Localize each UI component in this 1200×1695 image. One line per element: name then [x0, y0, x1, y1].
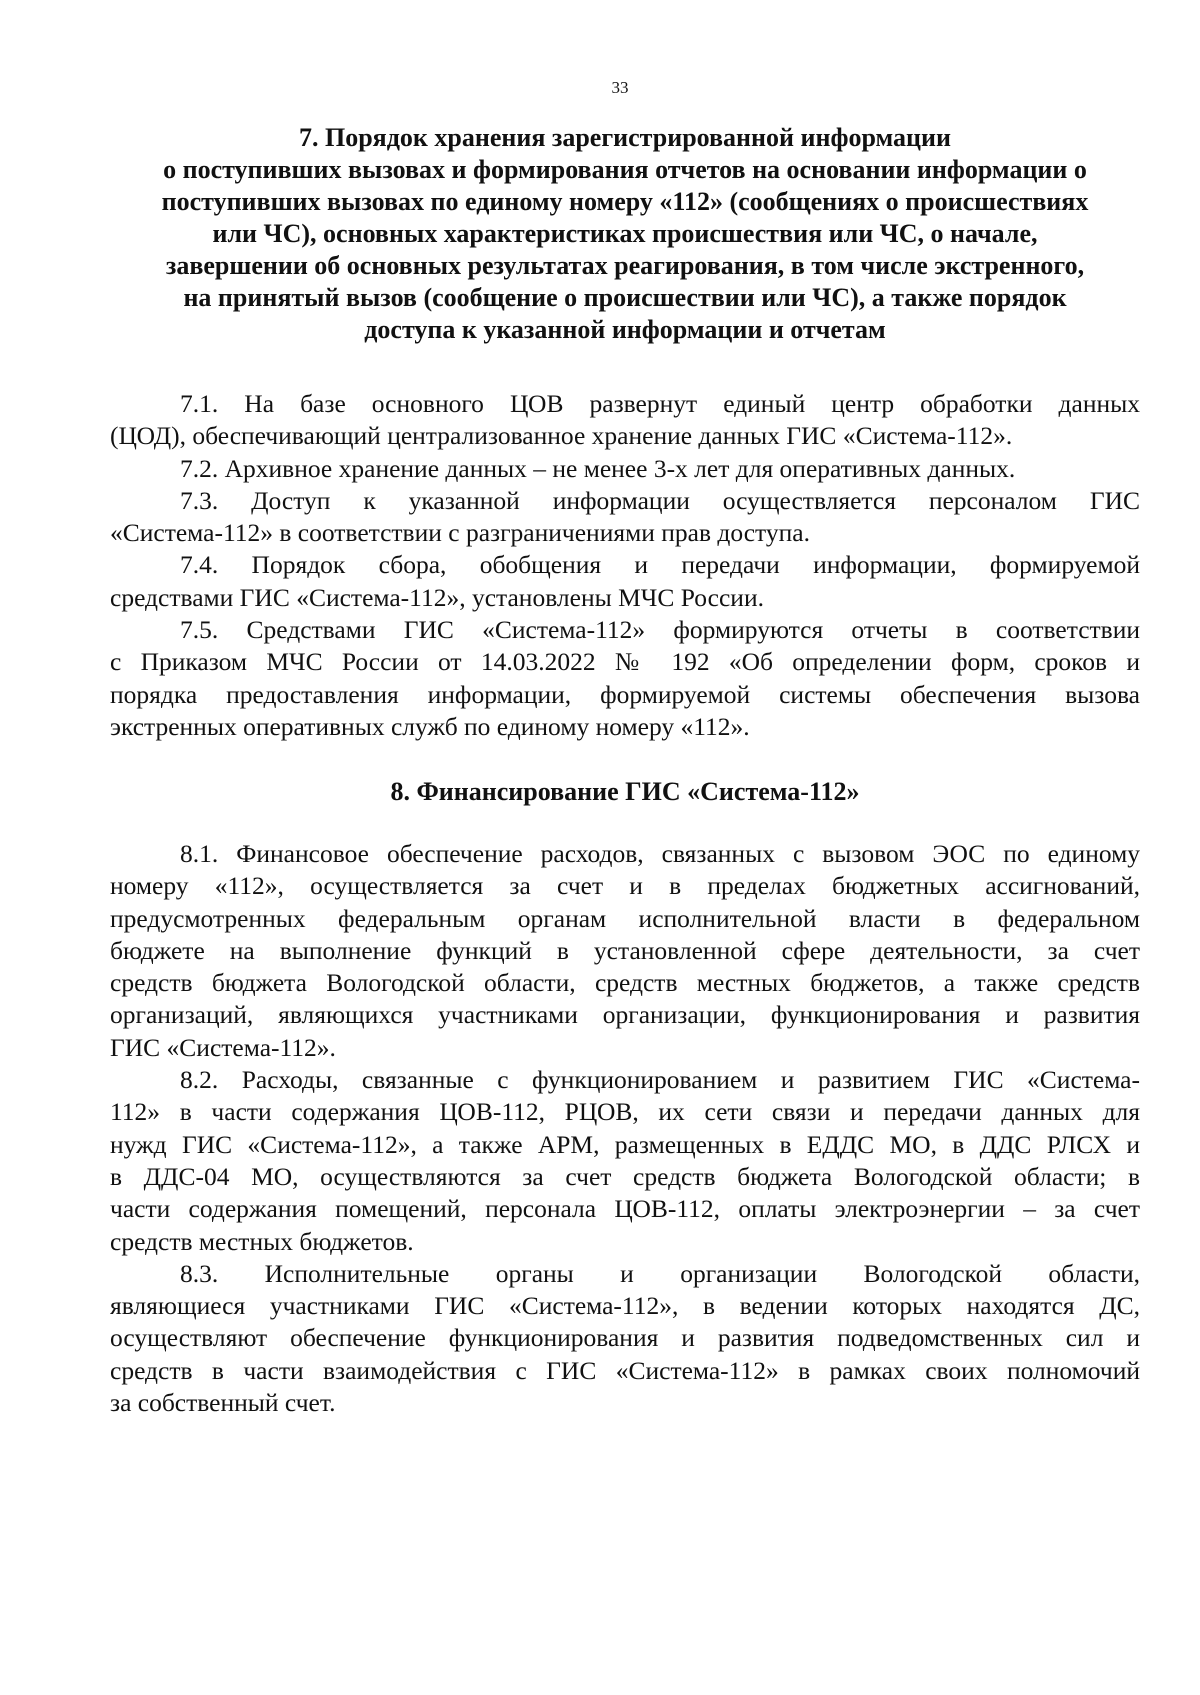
- paragraph-7-5: [110, 614, 1140, 743]
- section-7-heading-line: поступивших вызовах по единому номеру «112» (сообщениях о происшествиях: [161, 187, 1089, 216]
- paragraph-line: средств в части взаимодействия с ГИС «Система-112» в рамках своих полномочий: [110, 1355, 1140, 1385]
- paragraph-line: экстренных оперативных служб по единому номеру «112».: [110, 711, 750, 741]
- paragraph-7-2: [110, 453, 1140, 485]
- paragraph-line: 8.1. Финансовое обеспечение расходов, связанных с вызовом ЭОС по единому: [180, 839, 1140, 868]
- paragraph-line: 7.1. На базе основного ЦОВ развернут единый центр обработки данных: [180, 389, 1140, 418]
- section-7-heading-line: завершении об основных результатах реагирования, в том числе экстренного,: [165, 251, 1085, 280]
- paragraph-line: в ДДС-04 МО, осуществляются за счет средств бюджета Вологодской области; в: [110, 1161, 1140, 1191]
- paragraph-line: (ЦОД), обеспечивающий централизованное хранение данных ГИС «Система-112».: [110, 421, 1013, 451]
- paragraph-line: являющиеся участниками ГИС «Система-112», в ведении которых находятся ДС,: [110, 1291, 1140, 1321]
- section-8-heading-text: 8. Финансирование ГИС «Система-112»: [390, 777, 860, 806]
- paragraph-line: 7.5. Средствами ГИС «Система-112» формируются отчеты в соответствии: [180, 615, 1140, 645]
- paragraph-line: с Приказом МЧС России от 14.03.2022 № 192 «Об определении форм, сроков и: [110, 647, 1140, 677]
- section-7-heading-line: на принятый вызов (сообщение о происшествии или ЧС), а также порядок: [183, 283, 1067, 312]
- paragraph-7-3: [110, 485, 1140, 550]
- paragraph-line: предусмотренных федеральным органам исполнительной власти в федеральном: [110, 903, 1140, 933]
- section-7-heading: [110, 122, 1140, 346]
- section-7-heading-line: доступа к указанной информации и отчетам: [364, 315, 886, 344]
- paragraph-line: ГИС «Система-112».: [110, 1032, 336, 1062]
- paragraph-7-4: [110, 549, 1140, 614]
- paragraph-line: бюджете на выполнение функций в установленной сфере деятельности, за счет: [110, 935, 1140, 965]
- section-8-body: [110, 838, 1140, 1419]
- paragraph-line: средствами ГИС «Система-112», установлены МЧС России.: [110, 582, 764, 612]
- paragraph-line: части содержания помещений, персонала ЦОВ-112, оплаты электроэнергии – за счет: [110, 1194, 1140, 1224]
- paragraph-line: 112» в части содержания ЦОВ-112, РЦОВ, их сети связи и передачи данных для: [110, 1097, 1140, 1127]
- paragraph-line: средств местных бюджетов.: [110, 1226, 414, 1256]
- paragraph-line: нужд ГИС «Система-112», а также АРМ, размещенных в ЕДДС МО, в ДДС РЛСХ и: [110, 1129, 1140, 1159]
- page-number: 33: [611, 78, 629, 97]
- paragraph-line: 7.3. Доступ к указанной информации осуществляется персоналом ГИС: [180, 485, 1140, 515]
- paragraph-line: порядка предоставления информации, формируемой системы обеспечения вызова: [110, 679, 1140, 709]
- paragraph-8-1: [110, 838, 1140, 1064]
- paragraph-line: 8.2. Расходы, связанные с функционированием и развитием ГИС «Система-: [180, 1065, 1140, 1095]
- paragraph-line: за собственный счет.: [110, 1388, 336, 1418]
- section-7-heading-line: или ЧС), основных характеристиках происшествия или ЧС, о начале,: [212, 219, 1038, 248]
- paragraph-line: номеру «112», осуществляется за счет и в пределах бюджетных ассигнований,: [110, 871, 1140, 901]
- paragraph-8-2: [110, 1064, 1140, 1258]
- paragraph-7-1: [110, 388, 1140, 453]
- section-7-heading-line: о поступивших вызовах и формирования отчетов на основании информации о: [163, 155, 1087, 184]
- paragraph-line: средств бюджета Вологодской области, средств местных бюджетов, а также средств: [110, 968, 1140, 998]
- paragraph-line: 7.4. Порядок сбора, обобщения и передачи информации, формируемой: [180, 550, 1140, 580]
- paragraph-8-3: [110, 1258, 1140, 1419]
- paragraph-line: организаций, являющихся участниками организации, функционирования и развития: [110, 1000, 1140, 1030]
- paragraph-line: «Система-112» в соответствии с разграничениями прав доступа.: [110, 518, 810, 548]
- paragraph-line: осуществляют обеспечение функционирования и развития подведомственных сил и: [110, 1323, 1140, 1353]
- section-8-heading: [110, 776, 1140, 808]
- section-7-heading-line: 7. Порядок хранения зарегистрированной информации: [299, 123, 951, 152]
- paragraph-line: 7.2. Архивное хранение данных – не менее 3-х лет для оперативных данных.: [180, 453, 1016, 483]
- section-7-body: [110, 388, 1140, 743]
- paragraph-line: 8.3. Исполнительные органы и организации Вологодской области,: [180, 1258, 1140, 1288]
